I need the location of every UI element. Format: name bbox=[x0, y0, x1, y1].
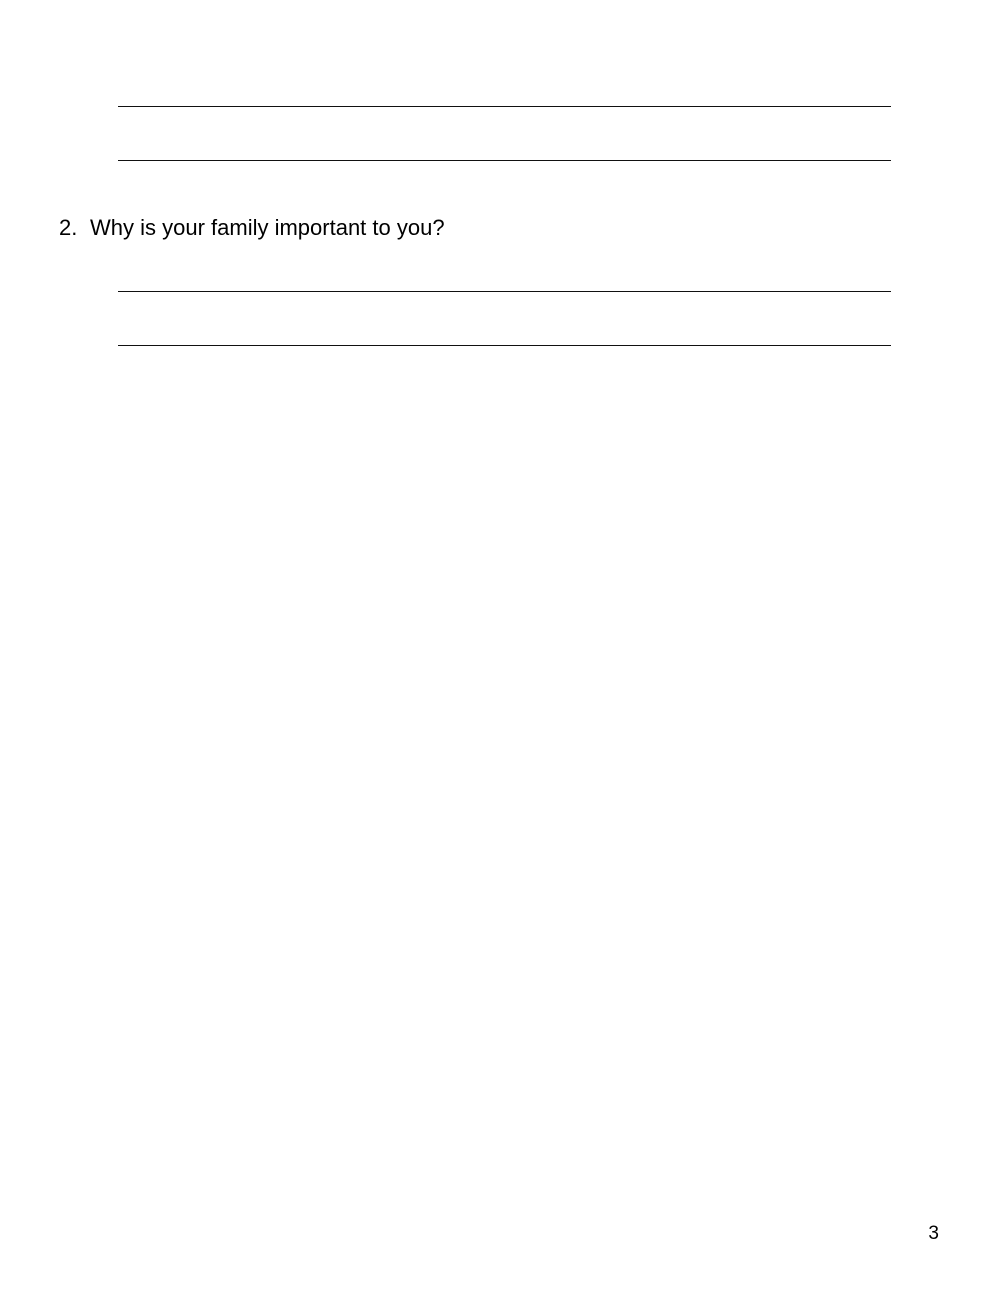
page-number: 3 bbox=[928, 1223, 939, 1244]
question-text: Why is your family important to you? bbox=[90, 215, 445, 240]
answer-line[interactable] bbox=[118, 106, 891, 107]
answer-line[interactable] bbox=[118, 345, 891, 346]
question-2 bbox=[59, 214, 445, 242]
question-number: 2. bbox=[59, 215, 78, 240]
answer-line[interactable] bbox=[118, 160, 891, 161]
answer-line[interactable] bbox=[118, 291, 891, 292]
